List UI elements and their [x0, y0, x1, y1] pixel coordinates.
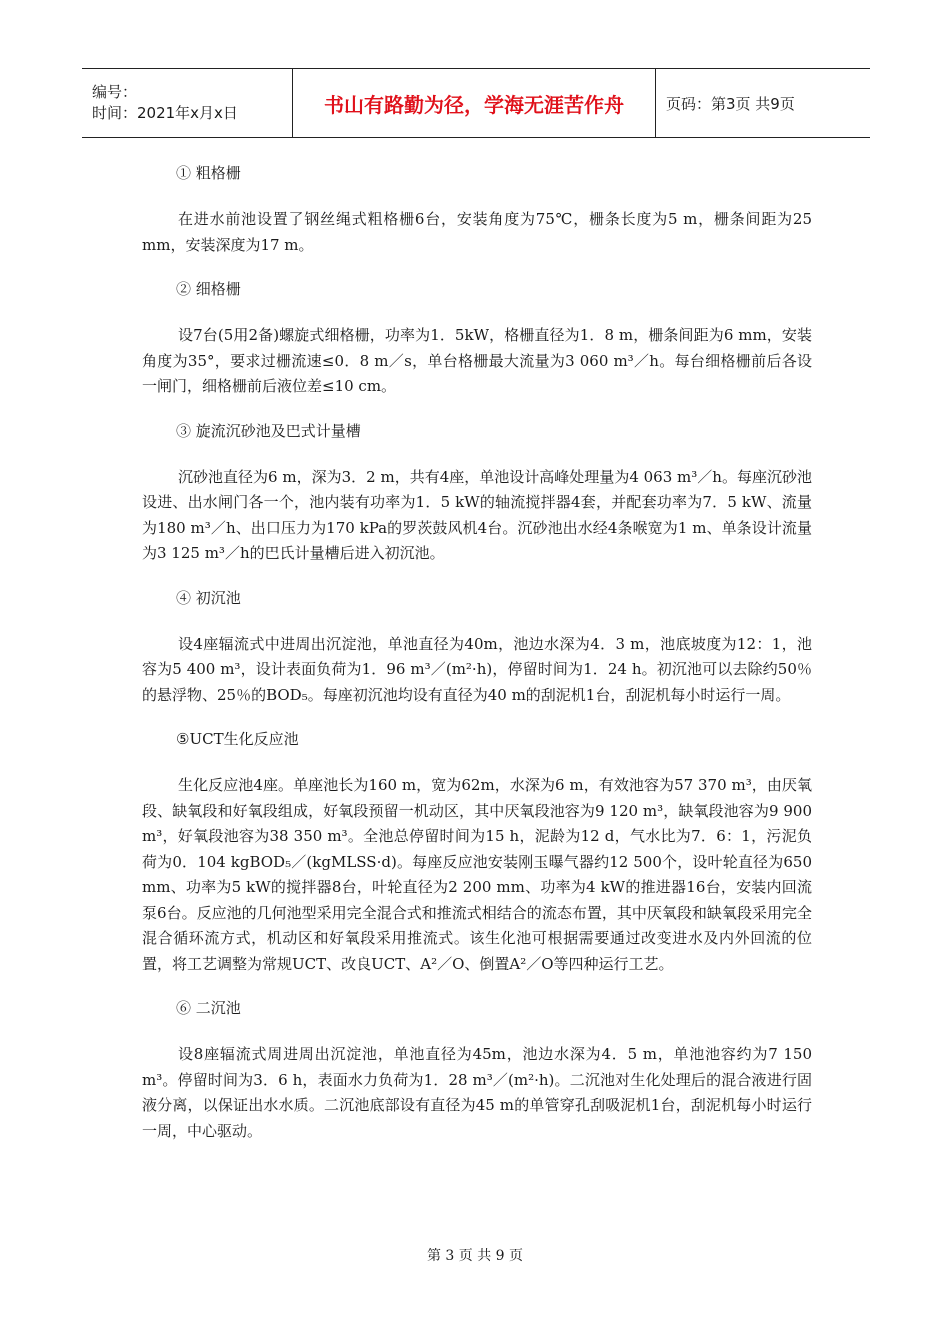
section-paragraph: 沉砂池直径为6 m，深为3．2 m，共有4座，单池设计高峰处理量为4 063 m³／h。每座沉砂池设进、出水闸门各一个，池内装有功率为1．5 kW的轴流搅拌器4套，并配套功率为7．5 kW、流量为180 m³／h、出口压力为170 kPa的罗茨鼓风机4台。沉砂池出水经4条喉宽为1 m、单条设计流量为3 125 m³／h的巴氏计量槽后进入初沉池。: [142, 467, 812, 562]
section-title: ③ 旋流沉砂池及巴式计量槽: [176, 421, 361, 440]
section: [142, 276, 812, 400]
section-paragraph: 设8座辐流式周进周出沉淀池，单池直径为45m，池边水深为4．5 m，单池池容约为7 150 m³。停留时间为3．6 h，表面水力负荷为1．28 m³／(m²·h)。二沉池对生化处理后的混合液进行固液分离，以保证出水水质。二沉池底部设有直径为45 m的单管穿孔刮吸泥机1台，刮泥机每小时运行一周，中心驱动。: [142, 1045, 812, 1140]
section-title: ① 粗格栅: [176, 164, 241, 182]
section-paragraph: 设4座辐流式中进周出沉淀池，单池直径为40m，池边水深为4．3 m，池底坡度为12：1，池容为5 400 m³，设计表面负荷为1．96 m³／(m²·h)，停留时间为1．24 h。初沉池可以去除约50％的悬浮物、25％的BOD₅。每座初沉池均设有直径为40 m的刮泥机1台，刮泥机每小时运行一周。: [142, 634, 812, 704]
section-paragraph: 生化反应池4座。单座池长为160 m，宽为62m，水深为6 m，有效池容为57 370 m³，由厌氧段、缺氧段和好氧段组成，好氧段预留一机动区，其中厌氧段池容为9 120 m³，缺氧段池容为9 900 m³，好氧段池容为38 350 m³。全池总停留时间为15 h，泥龄为12 d，气水比为7．6：1，污泥负荷为0．104 kgBOD₅／(kgMLSS·d)。每座反应池安装刚玉曝气器约12 500个，设叶轮直径为650 mm、功率为5 kW的搅拌器8台，叶轮直径为2 200 mm、功率为4 kW的推进器16台，安装内回流泵6台。反应池的几何池型采用完全混合式和推流式相结合的流态布置，其中厌氧段和缺氧段采用完全混合循环流方式，机动区和好氧段采用推流式。该生化池可根据需要通过改变进水及内外回流的位置，将工艺调整为常规UCT、改良UCT、A²／O、倒置A²／O等四种运行工艺。: [142, 776, 812, 973]
page-footer: 第 3 页 共 9 页: [426, 1248, 524, 1264]
section: [142, 585, 812, 709]
document-number-label: 编号：: [92, 83, 138, 101]
section: [142, 726, 812, 977]
header-page-info: 页码：第3页 共9页: [666, 94, 795, 113]
section-paragraph: 设7台(5用2备)螺旋式细格栅，功率为1．5kW，格栅直径为1．8 m，栅条间距为6 mm，安装角度为35°，要求过栅流速≤0．8 m／s，单台格栅最大流量为3 060 m³／h。每台细格栅前后各设一闸门，细格栅前后液位差≤10 cm。: [142, 326, 812, 395]
section-title: ⑥ 二沉池: [176, 999, 241, 1017]
section-title: ④ 初沉池: [176, 588, 241, 607]
section-paragraph: 在进水前池设置了钢丝绳式粗格栅6台，安装角度为75℃，栅条长度为5 m，栅条间距为25 mm，安装深度为17 m。: [142, 210, 812, 254]
section-title: ② 细格栅: [176, 280, 241, 298]
section: [142, 418, 812, 567]
section-title: ⑤UCT生化反应池: [176, 730, 299, 748]
section: [142, 160, 812, 258]
document-body: [142, 150, 812, 1162]
header-meta: [82, 69, 293, 137]
header-motto: 书山有路勤为径，学海无涯苦作舟: [293, 69, 656, 137]
page-header: [82, 68, 870, 138]
section: [142, 995, 812, 1144]
document-time-label: 时间：2021年x月x日: [92, 104, 238, 122]
